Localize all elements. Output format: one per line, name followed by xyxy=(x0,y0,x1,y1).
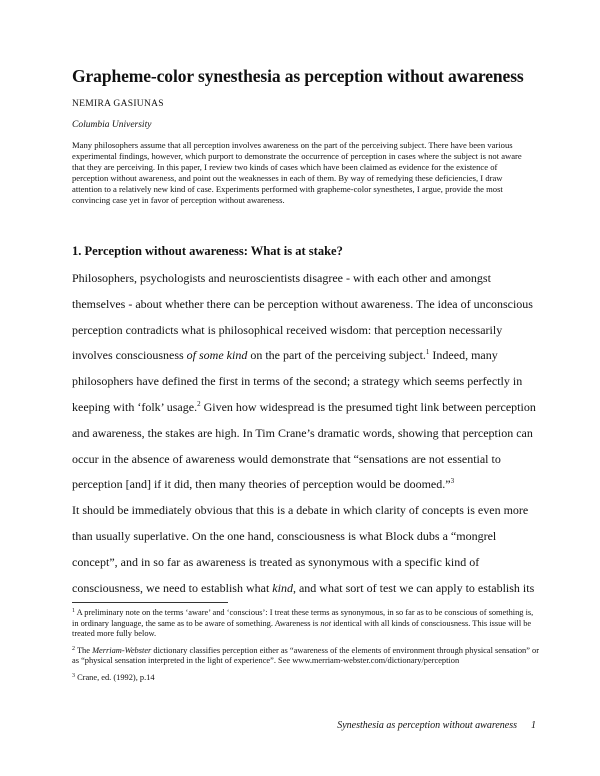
abstract: Many philosophers assume that all perception involves awareness on the part of the perceiving subject. There have been various experimental findings, however, which purport to demonstrate the occurrence of perception in cases where the subject is not aware that they are perceiving. In this paper, I review two kinds of cases which have been claimed as evidence for the existence of perception without awareness, and point out the weaknesses in each of them. By way of remedying these deficiencies, I draw attention to a relatively new kind of case. Experiments performed with grapheme-color synesthetes, I argue, provide the most convincing case yet in favor of perception without awareness. xyxy=(72,140,522,205)
running-title: Synesthesia as perception without awareness xyxy=(337,720,517,731)
paragraph-2: It should be immediately obvious that this is a debate in which clarity of concepts is even more than usually superlative. On the one hand, consciousness is what Block dubs a “mongrel concept”, and in so far as awareness is treated as synonymous with a specific kind of consciousness, we need to establish what kind, and what sort of test we can apply to establish its xyxy=(72,503,535,595)
page-footer xyxy=(337,720,536,731)
section-heading: 1. Perception without awareness: What is at stake? xyxy=(72,244,343,258)
footnote-divider xyxy=(72,602,228,603)
footnote-3: $^3$ Crane, ed. (1992), p.14 xyxy=(72,672,155,682)
author-name: NEMIRA GASIUNAS xyxy=(72,99,164,109)
body-text xyxy=(72,266,540,601)
footnote-ref-1[interactable]: 1 xyxy=(425,348,430,357)
footnote-1: $^1$ A preliminary note on the terms ‘aware’ and ‘conscious’: I treat these terms as synonymous, in so far as to be conscious of something is, in ordinary language, the same as to be aware of something. Awareness is not identical with all kinds of consciousness. This issue will be treated more fully below. xyxy=(72,608,534,638)
footnote-ref-3[interactable]: 3 xyxy=(450,477,455,486)
emphasis: of some kind xyxy=(186,348,248,363)
footnote-2: $^2$ The Merriam-Webster dictionary classifies perception either as “awareness of the elements of environment through physical sensation” or as “physical sensation interpreted in the light of experience”. See www.merriam-webster.com/dictionary/perception xyxy=(72,645,539,665)
footnotes xyxy=(72,608,540,689)
page-number: 1 xyxy=(531,720,536,731)
footnote-ref-2[interactable]: 2 xyxy=(197,399,201,408)
paper-title: Grapheme-color synesthesia as perception without awareness xyxy=(72,66,524,86)
emphasis: kind xyxy=(272,580,293,595)
paragraph-1: Philosophers, psychologists and neuroscientists disagree - with each other and amongst themselves - about whether there can be perception without awareness. The idea of unconscious perception contradicts what is philosophical received wisdom: that perception necessarily involves consciousness of some kind on the part of the perceiving subject.$^1$ Indeed, many philosophers have defined the first in terms of the second; a strategy which seems perfectly in keeping with ‘folk’ usage.$^2$ Given how widespread is the presumed tight link between perception and awareness, the stakes are high. In Tim Crane’s dramatic words, showing that perception can occur in the absence of awareness would demonstrate that “sensations are not essential to perception [and] if it did, then many theories of perception would be doomed.”$^3$ xyxy=(72,271,536,492)
author-affiliation: Columbia University xyxy=(72,120,152,130)
